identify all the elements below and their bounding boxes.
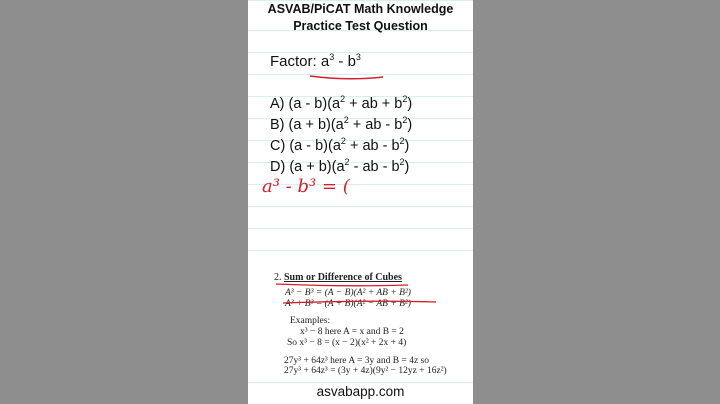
formula-difference: A³ − B³ = (A − B)(A² + AB + B²) [285, 288, 411, 298]
page-title [248, 1, 473, 35]
example-4: 27y³ + 64z³ = (3y + 4z)(9y² − 12yz + 16z²) [284, 366, 447, 376]
question-expression: $a^3 - b^3$ [320, 52, 361, 70]
example-1: x³ − 8 here A = x and B = 2 [300, 327, 404, 337]
reference-excerpt [248, 262, 473, 380]
question [270, 52, 361, 70]
title-line-1: ASVAB/PiCAT Math Knowledge [267, 2, 454, 16]
worksheet [248, 0, 473, 404]
example-2: So x³ − 8 = (x − 2)(x² + 2x + 4) [287, 338, 407, 348]
answer-b[interactable]: B) $(a + b)(a^2$ + ab - $b^2$) [270, 115, 413, 133]
formula-sum: A³ + B³ = (A + B)(A² − AB + B²) [285, 299, 411, 309]
example-3: 27y³ + 64z³ here A = 3y and B = 4z so [284, 356, 429, 366]
answer-a[interactable]: A) $(a - b)(a^2$ + ab + $b^2$) [270, 94, 413, 112]
examples-label: Examples: [290, 316, 331, 326]
title-line-2: Practice Test Question [293, 19, 428, 33]
answer-d[interactable]: D) $(a + b)(a^2$ - ab - $b^2$) [270, 157, 410, 175]
footer-url: asvabapp.com [316, 384, 405, 399]
underline-mark [308, 73, 388, 81]
answer-c[interactable]: C) $(a - b)(a^2$ + ab - $b^2$) [270, 136, 410, 154]
question-label: Factor: [270, 53, 317, 70]
ref-num: 2. [274, 272, 282, 283]
red-marks [248, 262, 473, 322]
handwritten-work: a³ - b³ = ( [262, 176, 350, 197]
ref-heading: Sum or Difference of Cubes [284, 272, 402, 283]
